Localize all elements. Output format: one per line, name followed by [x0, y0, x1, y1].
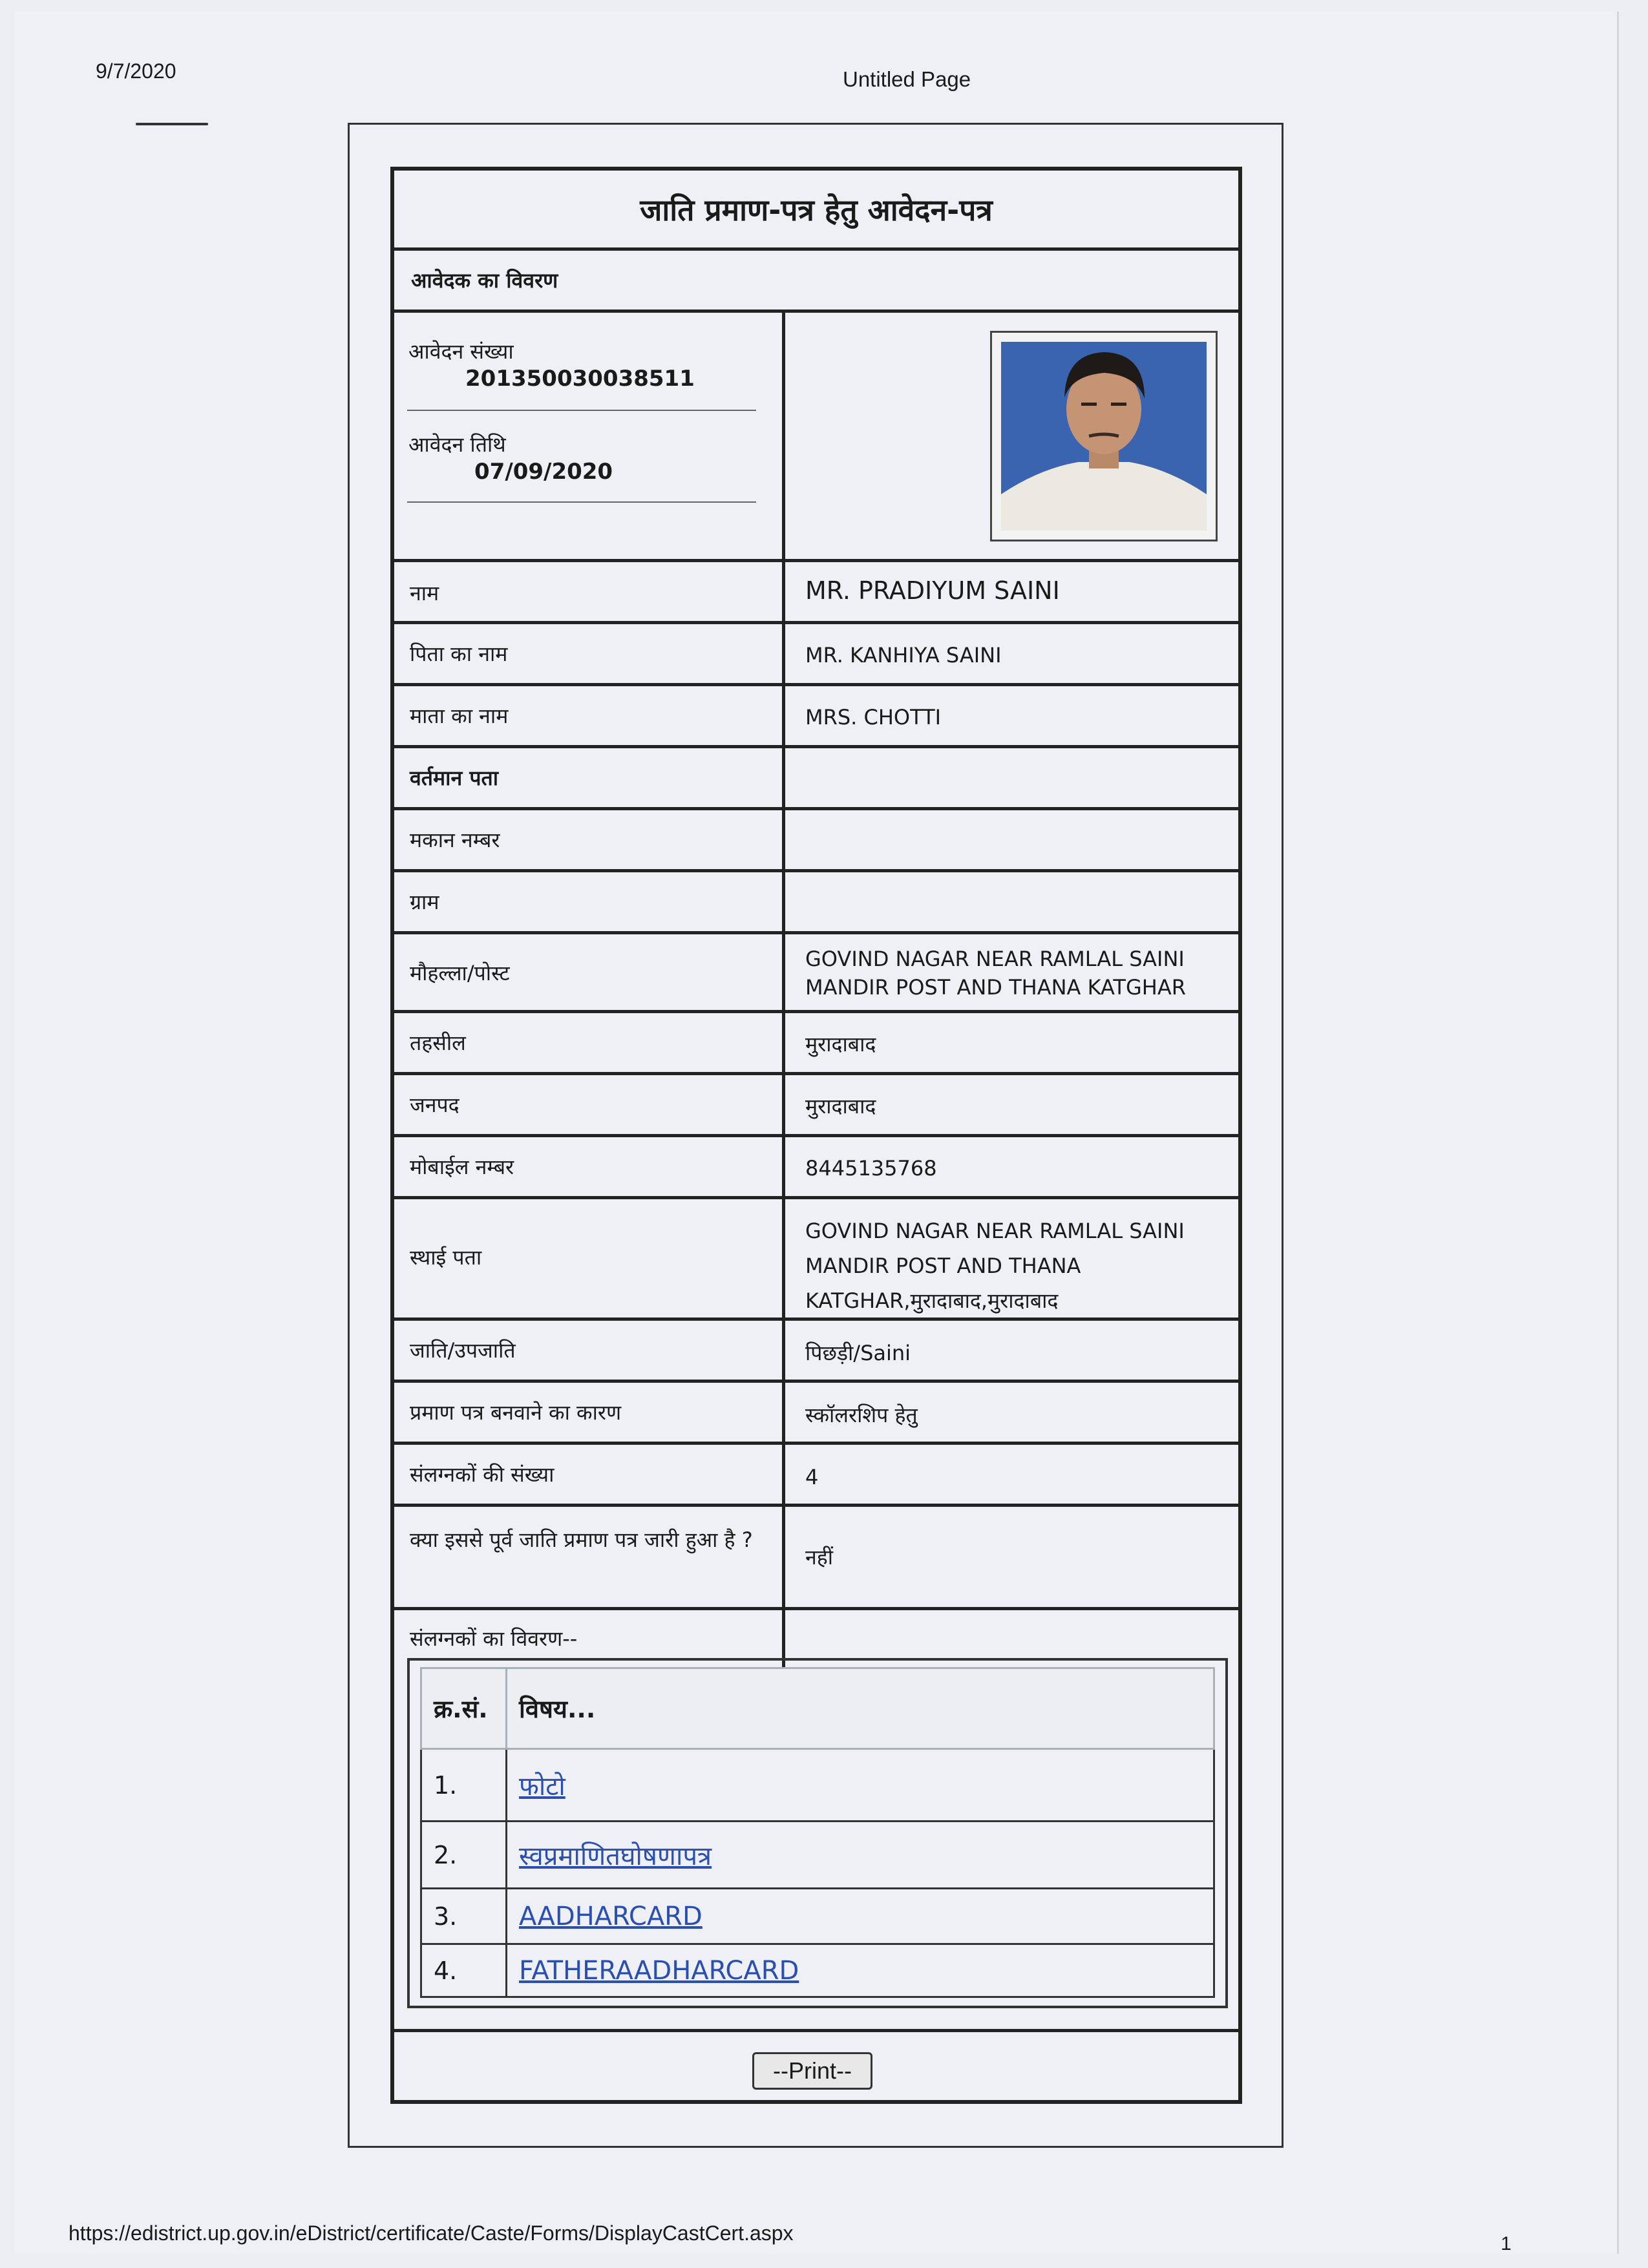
- field-row-father-name: [394, 624, 1238, 686]
- table-row: [421, 1822, 1214, 1889]
- father-name: MR. KANHIYA SAINI: [805, 643, 1002, 667]
- attachment-link-father-aadharcard[interactable]: FATHERAADHARCARD: [519, 1955, 799, 1986]
- field-label: ग्राम: [410, 890, 439, 914]
- field-label: स्थाई पता: [410, 1245, 482, 1270]
- field-label: मोबाईल नम्बर: [410, 1155, 514, 1179]
- photo-image: [1001, 342, 1207, 530]
- column-divider: [782, 1321, 785, 1380]
- print-url: https://edistrict.up.gov.in/eDistrict/certificate/Caste/Forms/DisplayCastCert.aspx: [69, 2221, 794, 2245]
- caste-certificate-form: [390, 167, 1242, 2104]
- row-number: 4.: [421, 1944, 507, 1997]
- field-row-permanent-address: [394, 1199, 1238, 1321]
- column-divider: [782, 1445, 785, 1504]
- attachment-link-photo[interactable]: फोटो: [519, 1772, 565, 1801]
- divider: [394, 2029, 1238, 2032]
- column-header: विषय...: [507, 1668, 1214, 1749]
- column-divider: [782, 872, 785, 931]
- column-divider: [782, 686, 785, 745]
- print-page-title: Untitled Page: [843, 67, 971, 91]
- column-divider: [782, 1383, 785, 1442]
- pen-mark: [136, 123, 208, 125]
- attachments-section: [407, 1658, 1228, 2020]
- print-button[interactable]: --Print--: [752, 2052, 872, 2090]
- row-number: 1.: [421, 1749, 507, 1822]
- attachment-cell: [507, 1889, 1214, 1944]
- table-row: [421, 1889, 1214, 1944]
- column-divider: [782, 1199, 785, 1318]
- column-divider: [782, 1013, 785, 1072]
- field-label: नाम: [410, 581, 439, 605]
- field-row-tehsil: [394, 1013, 1238, 1075]
- field-row-current-address: [394, 748, 1238, 810]
- attachment-link-aadharcard[interactable]: AADHARCARD: [519, 1901, 703, 1931]
- divider: [407, 410, 756, 411]
- divider: [407, 501, 756, 503]
- field-row-attachment-count: [394, 1445, 1238, 1507]
- field-row-caste: [394, 1321, 1238, 1383]
- column-divider: [782, 1075, 785, 1134]
- column-divider: [782, 562, 785, 621]
- field-row-house-number: [394, 810, 1238, 872]
- district: मुरादाबाद: [805, 1094, 876, 1118]
- column-divider: [782, 1507, 785, 1607]
- field-row-name: [394, 562, 1238, 624]
- attachment-cell: [507, 1822, 1214, 1889]
- field-label: क्या इससे पूर्व जाति प्रमाण पत्र जारी हुआ है ?: [410, 1528, 753, 1552]
- attachment-link-self-declaration[interactable]: स्वप्रमाणितघोषणापत्र: [519, 1842, 712, 1871]
- field-label: तहसील: [410, 1031, 466, 1055]
- field-row-previous-certificate: [394, 1507, 1238, 1610]
- field-row-mobile: [394, 1137, 1238, 1199]
- field-label: पिता का नाम: [410, 642, 508, 666]
- mobile-number: 8445135768: [805, 1156, 937, 1181]
- column-divider: [782, 810, 785, 869]
- table-header-row: [421, 1668, 1214, 1749]
- column-divider: [782, 313, 785, 559]
- application-date: 07/09/2020: [474, 459, 613, 485]
- attachment-cell: [507, 1749, 1214, 1822]
- attachments-table: [420, 1667, 1215, 1998]
- column-divider: [782, 624, 785, 683]
- certificate-purpose: स्कॉलरशिप हेतु: [805, 1403, 918, 1427]
- row-number: 3.: [421, 1889, 507, 1944]
- application-date-label: आवेदन तिथि: [408, 432, 506, 457]
- column-divider: [782, 748, 785, 807]
- tehsil: मुरादाबाद: [805, 1032, 876, 1056]
- application-number: 201350030038511: [465, 366, 695, 392]
- field-row-mother-name: [394, 686, 1238, 748]
- applicant-name: MR. PRADIYUM SAINI: [805, 576, 1060, 605]
- field-row-district: [394, 1075, 1238, 1137]
- attachment-count: 4: [805, 1465, 819, 1489]
- field-label: मौहल्ला/पोस्ट: [410, 961, 510, 985]
- field-label: संलग्नकों की संख्या: [410, 1462, 555, 1487]
- field-label: संलग्नकों का विवरण--: [410, 1626, 578, 1651]
- table-row: [421, 1944, 1214, 1997]
- mohalla-post: GOVIND NAGAR NEAR RAMLAL SAINI MANDIR POST AND THANA KATGHAR: [805, 947, 1186, 1000]
- field-row-village: [394, 872, 1238, 934]
- column-header: क्र.सं.: [421, 1668, 507, 1749]
- previous-certificate-issued: नहीं: [805, 1545, 834, 1570]
- field-label: वर्तमान पता: [410, 766, 499, 790]
- application-number-label: आवेदन संख्या: [408, 339, 514, 364]
- column-divider: [782, 934, 785, 1010]
- section-heading: आवेदक का विवरण: [394, 251, 1238, 313]
- permanent-address: GOVIND NAGAR NEAR RAMLAL SAINI MANDIR POST AND THANA KATGHAR,मुरादाबाद,मुरादाबाद: [805, 1219, 1185, 1313]
- row-number: 2.: [421, 1822, 507, 1889]
- print-page-number: 1: [1501, 2233, 1512, 2254]
- mother-name: MRS. CHOTTI: [805, 705, 942, 730]
- attachments-table-frame: [407, 1658, 1228, 2008]
- field-label: जाति/उपजाति: [410, 1338, 516, 1363]
- field-label: जनपद: [410, 1093, 460, 1117]
- attachment-cell: [507, 1944, 1214, 1997]
- table-row: [421, 1749, 1214, 1822]
- caste-subcaste: पिछड़ी/Saini: [805, 1341, 911, 1365]
- applicant-photo: [990, 331, 1218, 541]
- field-row-mohalla-post: [394, 934, 1238, 1013]
- field-row-purpose: [394, 1383, 1238, 1445]
- field-label: मकान नम्बर: [410, 828, 500, 852]
- column-divider: [782, 1137, 785, 1196]
- application-block: [394, 313, 1238, 562]
- field-label: प्रमाण पत्र बनवाने का कारण: [410, 1400, 622, 1425]
- field-label: माता का नाम: [410, 704, 509, 728]
- print-date: 9/7/2020: [96, 59, 176, 83]
- form-title: जाति प्रमाण-पत्र हेतु आवेदन-पत्र: [394, 171, 1238, 251]
